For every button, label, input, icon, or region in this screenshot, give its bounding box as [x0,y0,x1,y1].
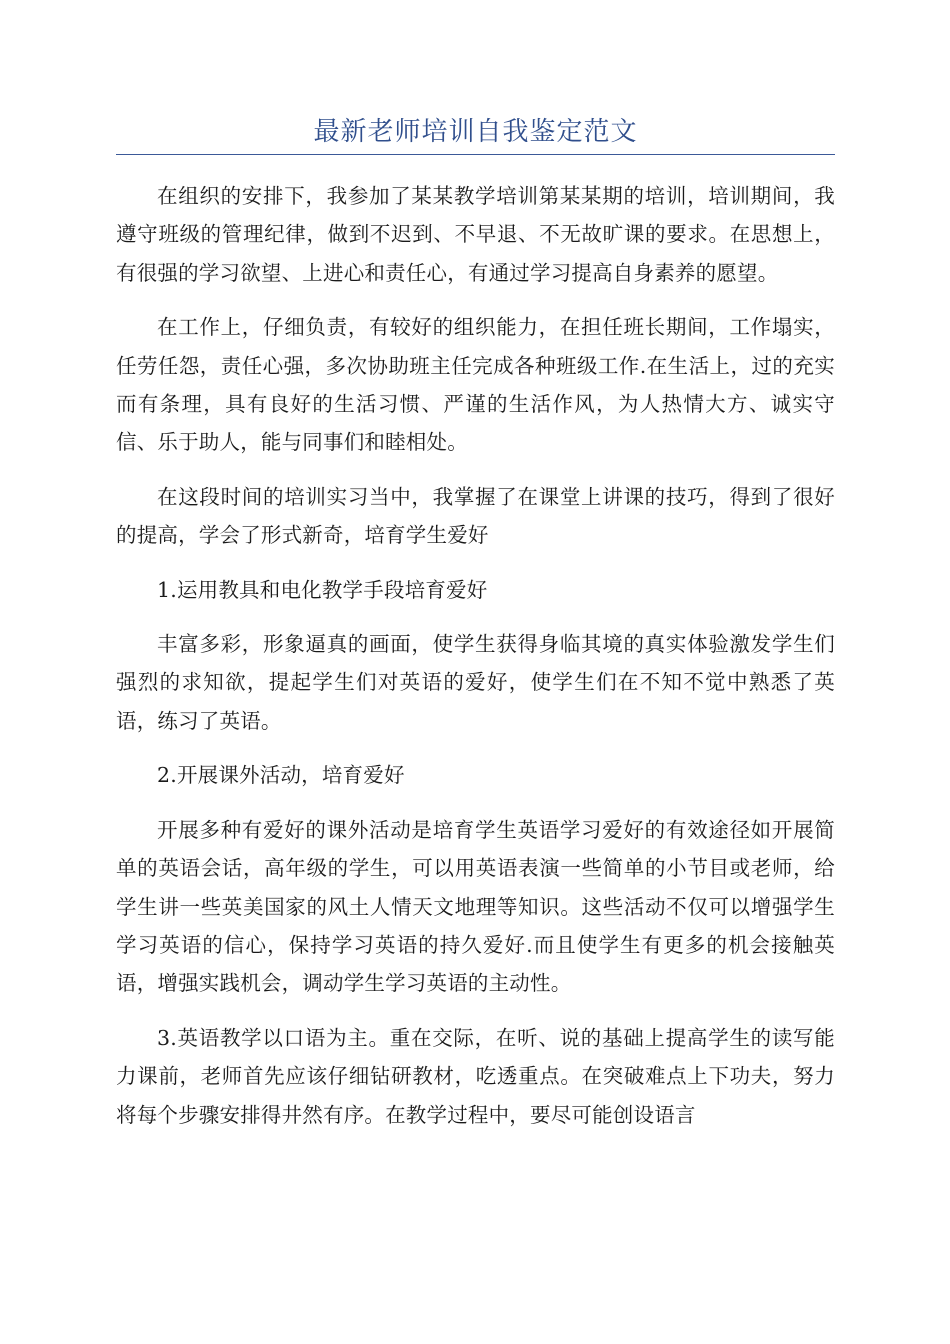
list-heading-1: 1.运用教具和电化教学手段培育爱好 [157,577,488,602]
document-body [116,177,835,1150]
paragraph-training: 在这段时间的培训实习当中，我掌握了在课堂上讲课的技巧，得到了很好的提高，学会了形式新奇，培育学生爱好 [116,484,835,548]
paragraph-activities: 开展多种有爱好的课外活动是培育学生英语学习爱好的有效途径如开展简单的英语会话，高年级的学生，可以用英语表演一些简单的小节目或老师，给学生讲一些英美国家的风土人情天文地理等知识。这些活动不仅可以增强学生学习英语的信心，保持学习英语的持久爱好.而且使学生有更多的机会接触英语，增强实践机会，调动学生学习英语的主动性。 [116,817,835,996]
list-heading-2: 2.开展课外活动，培育爱好 [157,763,405,788]
paragraph-teaching-aids: 丰富多彩，形象逼真的画面，使学生获得身临其境的真实体验激发学生们强烈的求知欲，提起学生们对英语的爱好，使学生们在不知不觉中熟悉了英语，练习了英语。 [116,632,835,733]
paragraph-intro: 在组织的安排下，我参加了某某教学培训第某某期的培训，培训期间，我遵守班级的管理纪律，做到不迟到、不早退、不无故旷课的要求。在思想上，有很强的学习欲望、上进心和责任心，有通过学习提高自身素养的愿望。 [116,184,835,285]
paragraph-work: 在工作上，仔细负责，有较好的组织能力，在担任班长期间，工作塌实，任劳任怨，责任心强，多次协助班主任完成各种班级工作.在生活上，过的充实而有条理，具有良好的生活习惯、严谨的生活作风，为人热情大方、诚实守信、乐于助人，能与同事们和睦相处。 [116,315,835,455]
title-underline [116,154,835,155]
paragraph-oral-english: 3.英语教学以口语为主。重在交际，在听、说的基础上提高学生的读写能力课前，老师首先应该仔细钻研教材，吃透重点。在突破难点上下功夫，努力将每个步骤安排得井然有序。在教学过程中，要尽可能创设语言 [116,1025,835,1127]
document-title: 最新老师培训自我鉴定范文 [313,117,638,147]
